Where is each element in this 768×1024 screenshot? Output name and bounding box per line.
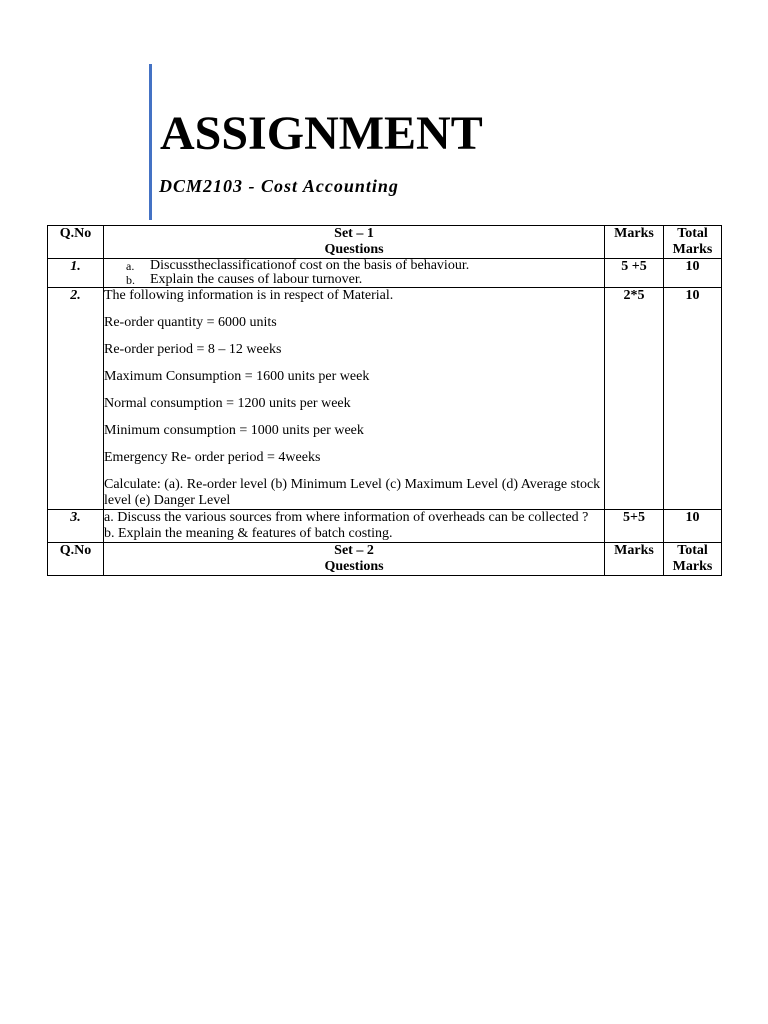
question-line: Calculate: (a). Re-order level (b) Minimum Level (c) Maximum Level (d) Average stock level (e) Danger Level [104,477,601,508]
question-marks: 2*5 [605,288,664,510]
question-number: 3. [48,510,104,543]
assignment-table [47,225,722,576]
question-parts [104,259,604,287]
set1-marks-header: Marks [605,226,664,259]
set2-total-label-2: Marks [672,559,713,574]
question-line: Emergency Re- order period = 4weeks [104,450,321,465]
set2-title-header [104,543,605,576]
header-accent-bar [149,64,152,220]
set2-qno-header: Q.No [48,543,104,576]
set1-total-label-1: Total [677,226,708,241]
question-number: 1. [48,259,104,288]
question-marks: 5 +5 [605,259,664,288]
question-line: Maximum Consumption = 1600 units per week [104,369,370,384]
set1-total-header [664,226,722,259]
question-number: 2. [48,288,104,510]
question-line: Normal consumption = 1200 units per week [104,396,351,411]
document-title: ASSIGNMENT [160,107,483,160]
part-text: Explain the causes of labour turnover. [150,272,363,287]
question-text [104,288,605,510]
question-total: 10 [664,259,722,288]
set1-title-header [104,226,605,259]
question-part [126,273,604,287]
question-text [104,510,605,543]
question-text [104,259,605,288]
set1-total-label-2: Marks [672,242,713,257]
question-total: 10 [664,288,722,510]
question-marks: 5+5 [605,510,664,543]
question-line: Re-order quantity = 6000 units [104,315,277,330]
set2-marks-header: Marks [605,543,664,576]
part-text: Discusstheclassificationof cost on the basis of behaviour. [150,258,470,273]
question-line: The following information is in respect of Material. [104,288,394,303]
set2-total-header [664,543,722,576]
set1-qno-header: Q.No [48,226,104,259]
question-part [126,259,604,273]
document-subtitle: DCM2103 - Cost Accounting [159,176,399,196]
question-line: Minimum consumption = 1000 units per week [104,423,364,438]
set1-questions-label: Questions [324,242,384,257]
set1-header-row [48,226,722,259]
question-row-1 [48,259,722,288]
question-row-2 [48,288,722,510]
set2-header-row [48,543,722,576]
question-line: b. Explain the meaning & features of batch costing. [104,526,393,541]
part-letter: a. [126,259,135,273]
part-letter: b. [126,273,135,287]
question-row-3 [48,510,722,543]
question-line: a. Discuss the various sources from where information of overheads can be collected ? [104,510,589,525]
question-total: 10 [664,510,722,543]
set1-set-label: Set – 1 [334,226,374,241]
set2-set-label: Set – 2 [334,543,374,558]
set2-total-label-1: Total [677,543,708,558]
set2-questions-label: Questions [324,559,384,574]
question-line: Re-order period = 8 – 12 weeks [104,342,282,357]
